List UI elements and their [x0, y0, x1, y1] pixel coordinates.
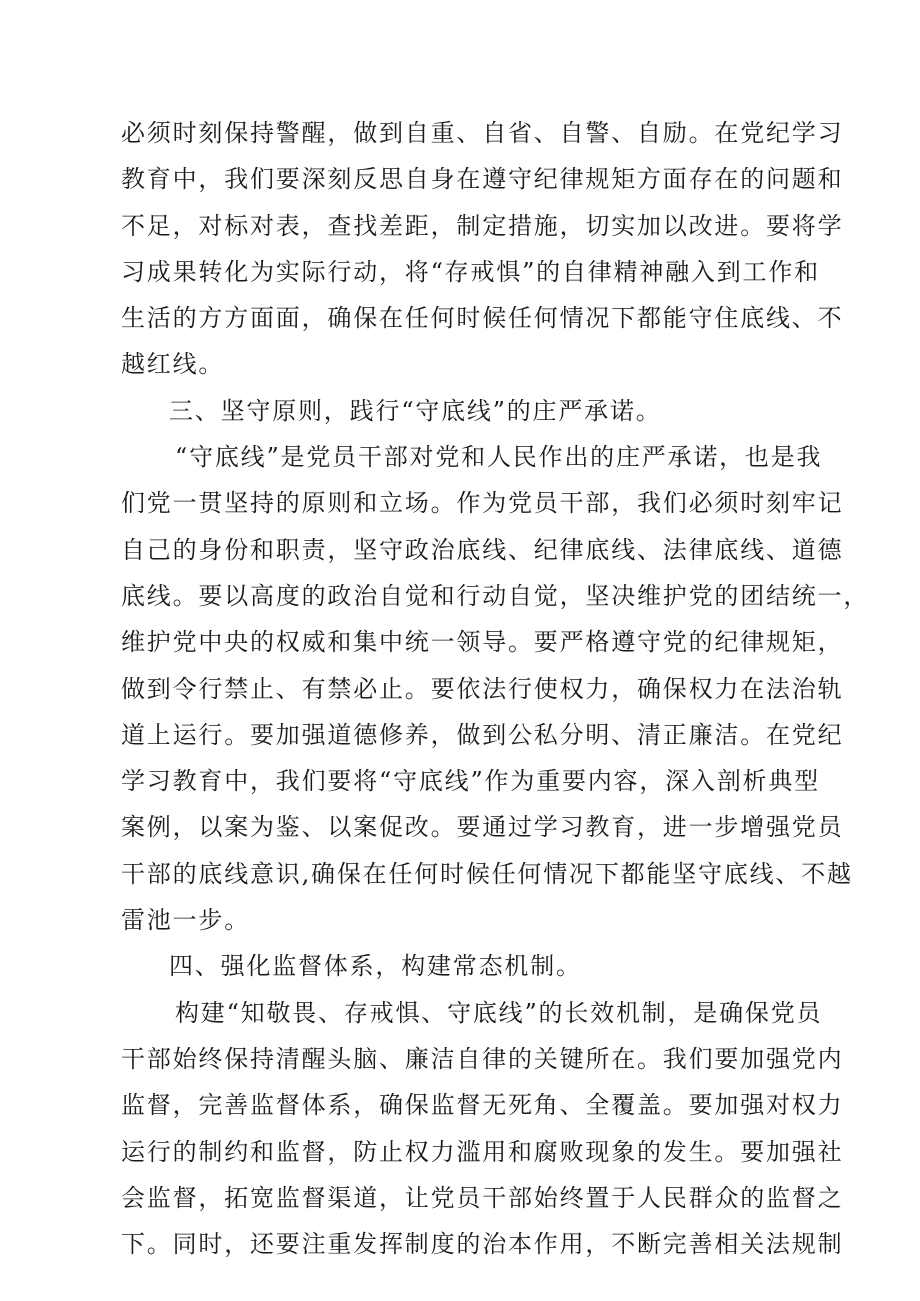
document-body [121, 110, 870, 1267]
text-line: 自己的身份和职责，坚守政治底线、纪律底线、法律底线、道德 [121, 535, 844, 564]
text-line: 下。同时，还要注重发挥制度的治本作用，不断完善相关法规制 [121, 1230, 844, 1259]
text-line: 会监督，拓宽监督渠道，让党员干部始终置于人民群众的监督之 [121, 1183, 844, 1212]
text-line: 案例，以案为鉴、以案促改。要通过学习教育，进一步增强党员 [121, 813, 844, 842]
text-line: 越红线。 [121, 350, 225, 379]
text-line: 教育中，我们要深刻反思自身在遵守纪律规矩方面存在的问题和 [121, 165, 844, 194]
text-line: 生活的方方面面，确保在任何时候任何情况下都能守住底线、不 [121, 304, 844, 333]
text-line: 构建“知敬畏、存戒惧、守底线”的长效机制，是确保党员 [175, 998, 823, 1027]
text-line: 维护党中央的权威和集中统一领导。要严格遵守党的纪律规矩， [121, 628, 844, 657]
text-line: 不足，对标对表，查找差距，制定措施，切实加以改进。要将学 [121, 211, 844, 240]
text-line: “守底线”是党员干部对党和人民作出的庄严承诺，也是我 [175, 443, 823, 472]
text-line: 运行的制约和监督，防止权力滥用和腐败现象的发生。要加强社 [121, 1137, 844, 1166]
text-line: 做到令行禁止、有禁必止。要依法行使权力，确保权力在法治轨 [121, 674, 844, 703]
text-line: 学习教育中，我们要将“守底线”作为重要内容，深入剖析典型 [121, 767, 820, 796]
text-line: 底线。要以高度的政治自觉和行动自觉，坚决维护党的团结统一， [121, 581, 870, 610]
text-line: 监督，完善监督体系，确保监督无死角、全覆盖。要加强对权力 [121, 1091, 844, 1120]
text-line: 干部始终保持清醒头脑、廉洁自律的关键所在。我们要加强党内 [121, 1044, 844, 1073]
section-heading-three: 三、坚守原则，践行“守底线”的庄严承诺。 [169, 396, 662, 425]
text-line: 道上运行。要加强道德修养，做到公私分明、清正廉洁。在党纪 [121, 720, 844, 749]
text-line: 们党一贯坚持的原则和立场。作为党员干部，我们必须时刻牢记 [121, 489, 844, 518]
text-line: 雷池一步。 [121, 906, 250, 935]
text-line: 干部的底线意识,确保在任何时候任何情况下都能坚守底线、不越 [121, 859, 853, 888]
section-heading-four: 四、强化监督体系，构建常态机制。 [169, 952, 582, 981]
text-line: 必须时刻保持警醒，做到自重、自省、自警、自励。在党纪学习 [121, 119, 844, 147]
text-line: 习成果转化为实际行动，将“存戒惧”的自律精神融入到工作和 [121, 257, 820, 286]
